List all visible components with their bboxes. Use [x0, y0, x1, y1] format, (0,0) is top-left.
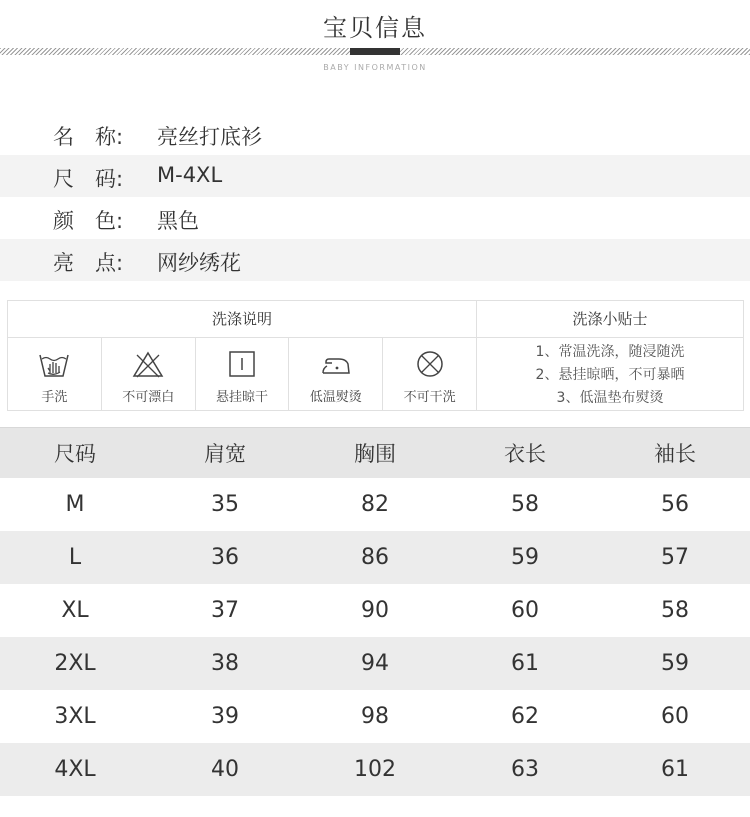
info-value: 网纱绣花	[157, 251, 241, 275]
table-cell: 56	[661, 492, 689, 517]
info-value: 黑色	[157, 209, 199, 233]
table-cell: 59	[661, 651, 689, 676]
info-value: 亮丝打底衫	[157, 125, 262, 149]
table-cell: 40	[211, 757, 239, 782]
low-iron-icon	[319, 349, 353, 379]
column-header: 胸围	[354, 442, 396, 466]
table-cell: 3XL	[54, 704, 96, 729]
size-table-header	[0, 427, 750, 478]
info-key: 颜 色:	[53, 209, 124, 233]
table-cell: 86	[361, 545, 389, 570]
section-subtitle: BABY INFORMATION	[323, 63, 427, 72]
table-cell: 58	[661, 598, 689, 623]
info-row-size	[0, 155, 750, 197]
wash-instructions-title: 洗涤说明	[8, 301, 476, 338]
wash-item-label: 手洗	[41, 390, 68, 405]
wash-care-table	[7, 300, 744, 411]
table-cell: L	[68, 545, 82, 570]
column-header: 肩宽	[204, 442, 246, 466]
table-cell: 37	[211, 598, 239, 623]
section-title: 宝贝信息	[323, 14, 427, 42]
table-cell: 59	[511, 545, 539, 570]
hand-wash-icon	[37, 349, 71, 379]
wash-item-label: 不可干洗	[403, 390, 456, 405]
table-cell: 90	[361, 598, 389, 623]
wash-item-label: 不可漂白	[122, 390, 175, 405]
wash-instructions	[8, 301, 477, 410]
column-header: 尺码	[54, 442, 96, 466]
table-cell: 102	[354, 757, 396, 782]
table-cell: M	[65, 492, 85, 517]
wash-item-low-iron	[289, 338, 383, 410]
table-cell: 63	[511, 757, 539, 782]
table-cell: 94	[361, 651, 389, 676]
table-cell: 38	[211, 651, 239, 676]
size-table	[0, 427, 750, 796]
no-bleach-icon	[131, 349, 165, 379]
product-info-list	[0, 113, 750, 281]
column-header: 衣长	[504, 442, 546, 466]
table-row	[0, 637, 750, 690]
info-key: 名 称:	[53, 125, 124, 149]
table-cell: 98	[361, 704, 389, 729]
table-cell: XL	[61, 598, 89, 623]
wash-item-hand-wash	[8, 338, 102, 410]
no-dry-clean-icon	[413, 349, 447, 379]
info-row-name	[0, 113, 750, 155]
table-cell: 36	[211, 545, 239, 570]
table-cell: 60	[511, 598, 539, 623]
info-row-color	[0, 197, 750, 239]
wash-item-hang-dry	[196, 338, 290, 410]
table-row	[0, 743, 750, 796]
wash-tip: 3、低温垫布熨烫	[556, 390, 664, 406]
table-cell: 58	[511, 492, 539, 517]
table-cell: 60	[661, 704, 689, 729]
info-key: 亮 点:	[53, 251, 124, 275]
info-key: 尺 码:	[53, 167, 124, 191]
table-cell: 4XL	[54, 757, 96, 782]
wash-tip: 1、常温洗涤，随浸随洗	[535, 344, 685, 360]
header-accent-bar	[350, 48, 400, 55]
table-row	[0, 690, 750, 743]
table-row	[0, 584, 750, 637]
table-cell: 62	[511, 704, 539, 729]
table-cell: 82	[361, 492, 389, 517]
table-cell: 61	[511, 651, 539, 676]
table-row	[0, 478, 750, 531]
table-row	[0, 531, 750, 584]
hang-dry-icon	[225, 349, 259, 379]
table-cell: 35	[211, 492, 239, 517]
table-cell: 57	[661, 545, 689, 570]
wash-item-no-dry-clean	[383, 338, 476, 410]
wash-tips-title: 洗涤小贴士	[477, 301, 743, 338]
table-cell: 2XL	[54, 651, 96, 676]
wash-item-label: 悬挂晾干	[215, 390, 268, 405]
section-header	[0, 0, 750, 80]
info-value: M-4XL	[157, 163, 223, 187]
column-header: 袖长	[654, 442, 696, 466]
wash-tips	[477, 301, 743, 410]
table-cell: 39	[211, 704, 239, 729]
wash-item-label: 低温熨烫	[309, 390, 362, 405]
info-row-highlight	[0, 239, 750, 281]
wash-item-no-bleach	[102, 338, 196, 410]
table-cell: 61	[661, 757, 689, 782]
wash-tip: 2、悬挂晾晒，不可暴晒	[535, 367, 685, 383]
